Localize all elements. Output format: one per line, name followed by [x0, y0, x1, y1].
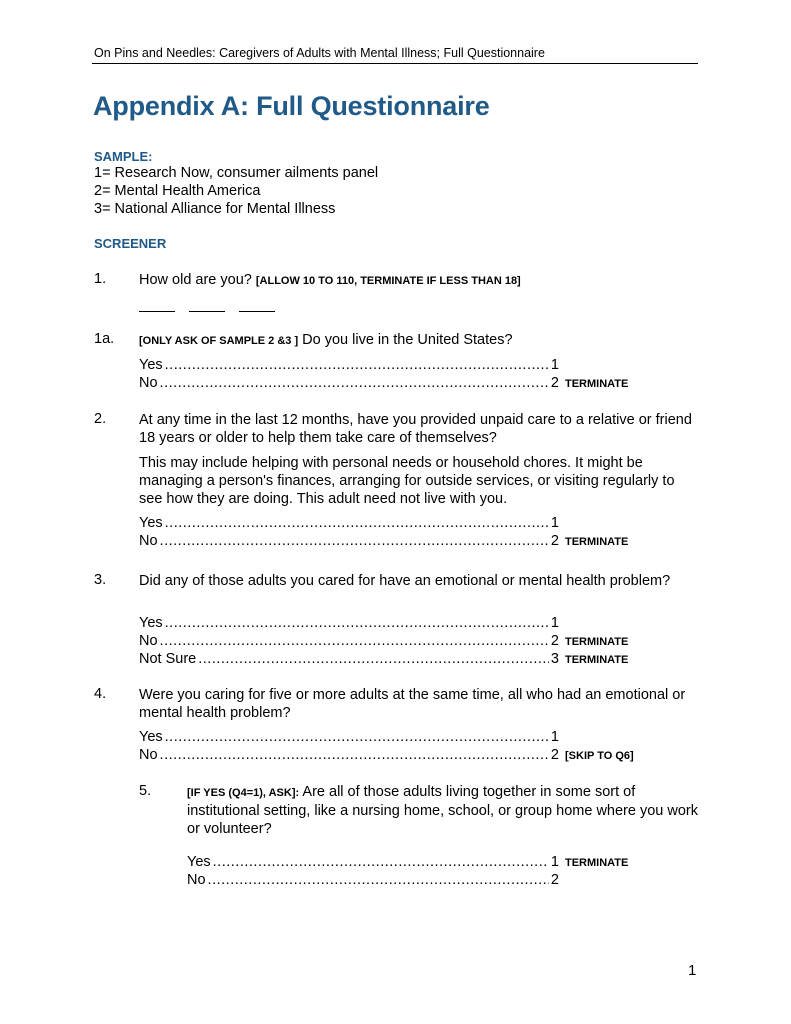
question-number: 2.: [94, 411, 107, 427]
terminate-flag: TERMINATE: [565, 378, 629, 390]
response-label: Yes: [139, 729, 163, 745]
header-divider: [92, 63, 698, 64]
response-code: 2: [550, 872, 559, 888]
question-number: 1.: [94, 271, 107, 287]
question-number: 4.: [94, 686, 107, 702]
response-label: No: [139, 375, 158, 391]
terminate-flag: TERMINATE: [565, 536, 629, 548]
question-1: [139, 271, 699, 290]
question-instruction: [ALLOW 10 TO 110, TERMINATE IF LESS THAN 18]: [255, 275, 521, 287]
question-number: 3.: [94, 572, 107, 588]
sample-item: 3= National Alliance for Mental Illness: [94, 201, 336, 217]
response-label: Yes: [187, 854, 211, 870]
dot-leader: [160, 375, 549, 391]
response-option[interactable]: [139, 633, 629, 651]
response-label: No: [187, 872, 206, 888]
age-blank[interactable]: [189, 297, 225, 312]
age-blank[interactable]: [139, 297, 175, 312]
question-text: How old are you?: [139, 272, 252, 288]
response-option[interactable]: [139, 515, 559, 533]
terminate-flag: TERMINATE: [565, 654, 629, 666]
question-1a: [139, 331, 699, 350]
dot-leader: [160, 747, 549, 763]
question-instruction: [ONLY ASK OF SAMPLE 2 &3 ]: [139, 335, 299, 347]
screener-heading: SCREENER: [94, 236, 167, 251]
dot-leader: [198, 651, 549, 667]
dot-leader: [160, 533, 549, 549]
page-title: Appendix A: Full Questionnaire: [93, 91, 490, 121]
dot-leader: [213, 854, 549, 870]
response-option[interactable]: [187, 872, 559, 890]
question-number: 1a.: [94, 331, 115, 347]
response-label: No: [139, 747, 158, 763]
sample-heading: SAMPLE:: [94, 149, 153, 164]
response-option[interactable]: [139, 729, 559, 747]
response-code: 2: [550, 747, 559, 763]
response-label: Yes: [139, 515, 163, 531]
question-instruction: [IF YES (Q4=1), ASK]:: [187, 787, 300, 799]
running-header: On Pins and Needles: Caregivers of Adults with Mental Illness; Full Questionnaire: [94, 46, 545, 60]
question-text: Do you live in the United States?: [302, 332, 513, 348]
response-label: No: [139, 633, 158, 649]
response-code: 2: [550, 375, 559, 391]
question-text: Were you caring for five or more adults at the same time, all who had an emotional or mental health problem?: [139, 687, 686, 721]
response-option[interactable]: [187, 854, 629, 872]
terminate-flag: TERMINATE: [565, 857, 629, 869]
sample-item: 1= Research Now, consumer ailments panel: [94, 165, 379, 181]
dot-leader: [165, 615, 549, 631]
dot-leader: [165, 515, 549, 531]
response-label: No: [139, 533, 158, 549]
response-option[interactable]: [139, 747, 634, 765]
question-text: Did any of those adults you cared for have an emotional or mental health problem?: [139, 573, 671, 589]
response-code: 2: [550, 633, 559, 649]
response-code: 1: [550, 854, 559, 870]
response-label: Yes: [139, 615, 163, 631]
dot-leader: [160, 633, 549, 649]
question-5: [187, 783, 699, 838]
response-code: 3: [550, 651, 559, 667]
question-text: At any time in the last 12 months, have you provided unpaid care to a relative or friend 18 years or older to help them take care of themselves?: [139, 412, 692, 446]
response-label: Yes: [139, 357, 163, 373]
terminate-flag: TERMINATE: [565, 636, 629, 648]
response-option[interactable]: [139, 615, 559, 633]
question-note: This may include helping with personal needs or household chores. It might be managing a person's finances, arranging for outside services, or visiting regularly to see how they are doing. This adult need not live with you.: [139, 455, 675, 507]
response-option[interactable]: [139, 375, 629, 393]
age-answer-blanks[interactable]: [139, 297, 275, 312]
dot-leader: [208, 872, 549, 888]
dot-leader: [165, 729, 549, 745]
response-code: 2: [550, 533, 559, 549]
response-code: 1: [550, 729, 559, 745]
question-number: 5.: [139, 783, 152, 799]
page-number: 1: [688, 962, 697, 979]
response-option[interactable]: [139, 533, 629, 551]
response-code: 1: [550, 615, 559, 631]
dot-leader: [165, 357, 549, 373]
response-code: 1: [550, 515, 559, 531]
response-label: Not Sure: [139, 651, 197, 667]
question-text: Are all of those adults living together in some sort of institutional setting, like a nursing home, school, or group home where you work or volunteer?: [187, 784, 698, 837]
response-option[interactable]: [139, 651, 629, 669]
response-code: 1: [550, 357, 559, 373]
sample-item: 2= Mental Health America: [94, 183, 261, 199]
age-blank[interactable]: [239, 297, 275, 312]
skip-instruction: [SKIP TO Q6]: [565, 750, 634, 762]
response-option[interactable]: [139, 357, 559, 375]
